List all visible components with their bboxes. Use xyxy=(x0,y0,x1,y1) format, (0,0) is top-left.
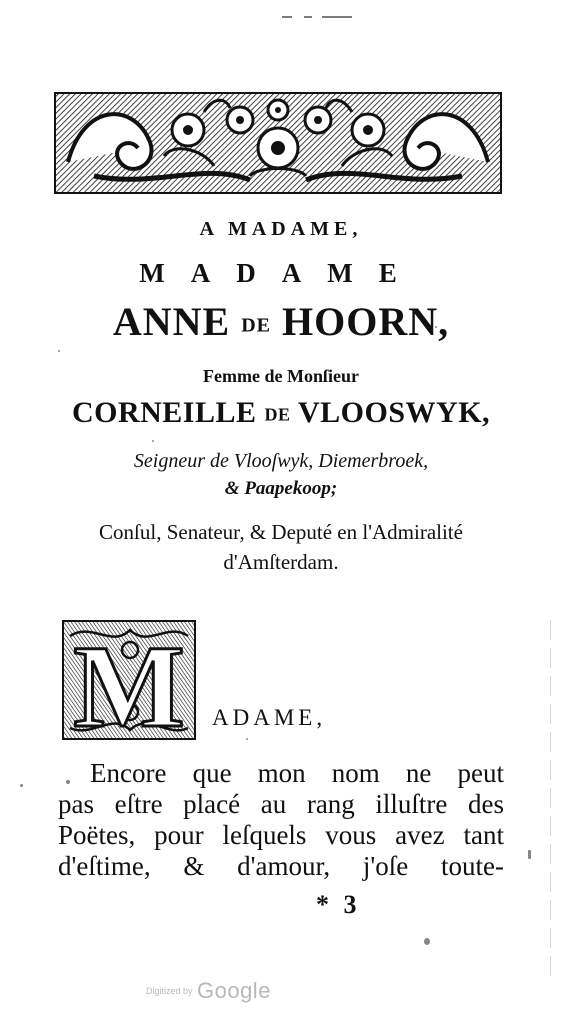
salutation-rest: ADAME, xyxy=(212,705,327,730)
dedicatee-particle: DE xyxy=(241,314,271,337)
scan-top-marks xyxy=(282,16,362,18)
husband-particle: DE xyxy=(264,404,291,425)
offices-line-2: d'Amſterdam. xyxy=(223,550,339,574)
lordship-line-2: & Paapekoop; xyxy=(224,478,338,499)
body-line: d'eſtime, & d'amour, j'oſe toute- xyxy=(58,851,504,881)
husband-first-name: CORNEILLE xyxy=(71,396,257,429)
dedication-title-madame: MADAME xyxy=(139,258,423,288)
husband-name xyxy=(0,396,562,430)
body-text xyxy=(58,758,504,882)
offices-line-1: Conſul, Senateur, & Deputé en l'Admiralité xyxy=(99,520,463,544)
dedicatee-surname: HOORN, xyxy=(282,299,450,344)
floral-ornament-icon xyxy=(54,92,502,194)
dedicatee-name xyxy=(0,298,562,345)
ornamental-initial-icon xyxy=(62,620,196,740)
scan-edge-rule xyxy=(550,620,551,980)
body-line: Encore que mon nom ne peut xyxy=(90,758,504,788)
watermark-brand: Google xyxy=(196,978,271,1003)
body-line: Poëtes, pour leſquels vous avez tant xyxy=(58,820,504,850)
digitization-watermark xyxy=(146,978,271,1004)
dedication-heading: A MADAME, xyxy=(199,218,363,240)
lordship-line-1: Seigneur de Vlooſwyk, Diemerbroek, xyxy=(133,450,429,472)
dedicatee-first-name: ANNE xyxy=(112,299,231,344)
signature-mark: * 3 xyxy=(316,890,361,919)
watermark-prefix: Digitized by xyxy=(146,986,193,996)
husband-surname: VLOOSWYK, xyxy=(298,396,491,429)
wife-of-line: Femme de Monſieur xyxy=(203,366,359,386)
body-line: pas eſtre placé au rang illuſtre des xyxy=(58,789,504,819)
dropcap-letter: M xyxy=(73,621,185,740)
